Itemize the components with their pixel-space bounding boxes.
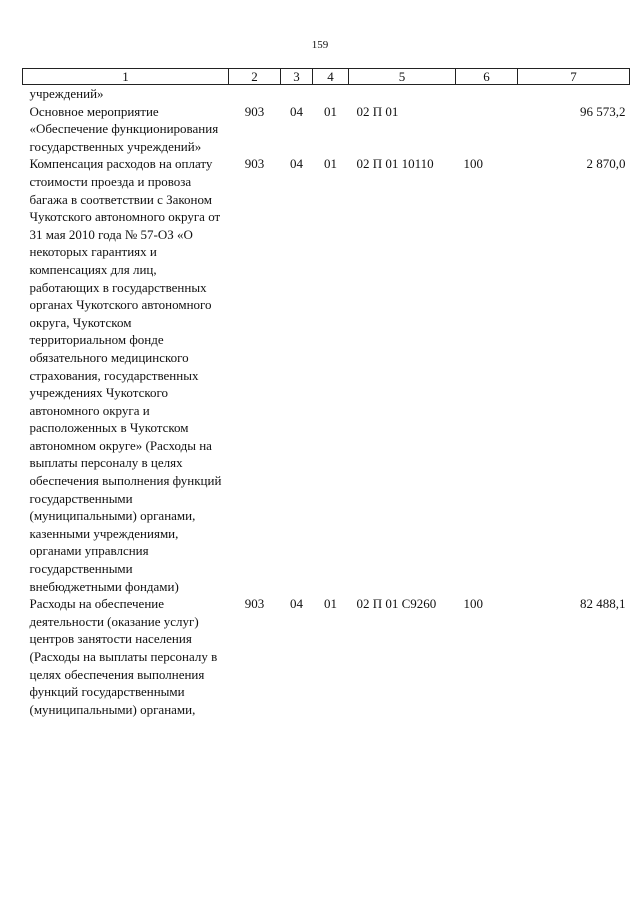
page-number: 159 [311,39,329,51]
row-ministry-code: 903 [244,156,265,172]
row-target-article [349,85,456,103]
row-subsection: 01 [324,156,337,172]
row-name: Основное мероприятие «Обеспечение функционирования государственных учреждений» [29,103,219,154]
row-amount: 96 573,2 [580,103,626,119]
row-section: 04 [290,156,303,172]
header-col-7: 7 [518,69,630,85]
row-expense-type: 100 [463,156,483,172]
row-amount [518,85,630,103]
header-row [23,69,630,85]
table-row [23,155,630,595]
row-subsection: 01 [324,103,337,119]
header-col-6: 6 [456,69,518,85]
row-ministry-code: 903 [244,103,265,119]
row-ministry-code [229,85,281,103]
row-name: Расходы на обеспечение деятельности (оказание услуг) центров занятости населения (Расходы на выплаты персоналу в целях обеспечения выполнения функций государственными (муниципальными) органами, [29,596,218,717]
header-col-5: 5 [349,69,456,85]
row-expense-type [456,103,518,156]
header-col-1: 1 [23,69,229,85]
row-ministry-code: 903 [244,596,265,612]
row-section: 04 [290,596,303,612]
row-name: учреждений» [29,86,104,101]
table-row [23,595,630,718]
budget-table [22,68,630,718]
row-name: Компенсация расходов на оплату стоимости проезда и провоза багажа в соответствии с Законом Чукотского автономного округа от 31 мая 2010 года № 57-ОЗ «О некоторых гарантиях и компенсациях для лиц, работающих в государственных органах Чукотского автономного округа, Чукотском территориальном фонде обязательного медицинского страхования, государственных учреждениях Чукотского автономного округа и расположенных в Чукотском автономном округе» (Расходы на выплаты персоналу в целях обеспечения выполнения функций государственными (муниципальными) органами, казенными учреждениями, органами управлсния государственными внебюджетными фондами) [29,156,222,594]
row-section [281,85,313,103]
table-row [23,85,630,103]
table-row [23,103,630,156]
row-target-article: 02 П 01 [356,103,399,119]
header-col-2: 2 [229,69,281,85]
row-expense-type [456,85,518,103]
row-section: 04 [290,103,303,119]
row-subsection [313,85,349,103]
header-col-3: 3 [281,69,313,85]
header-col-4: 4 [313,69,349,85]
row-amount: 82 488,1 [580,596,626,612]
row-expense-type: 100 [463,596,483,612]
row-target-article: 02 П 01 С9260 [356,596,437,612]
row-subsection: 01 [324,596,337,612]
row-amount: 2 870,0 [586,156,626,172]
row-target-article: 02 П 01 10110 [356,156,434,172]
